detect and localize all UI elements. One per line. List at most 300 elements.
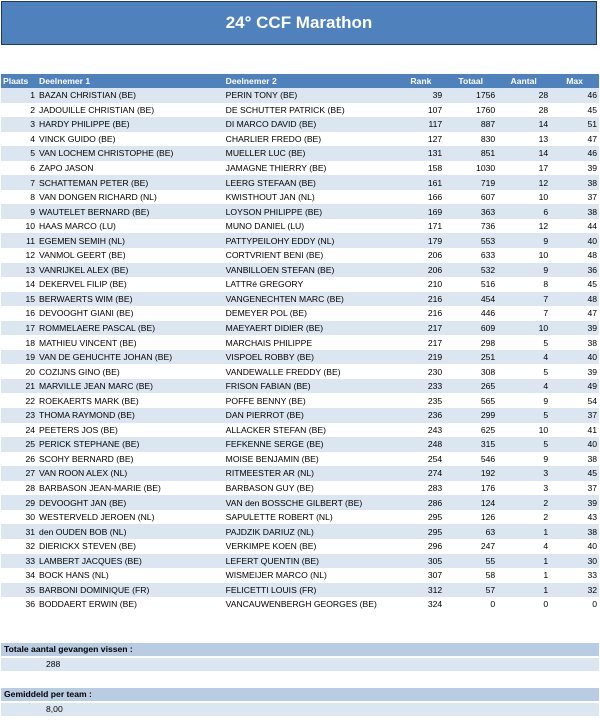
cell-aantal: 9 [497,233,550,248]
cell-deelnemer-1: DEKERVEL FILIP (BE) [37,277,224,292]
cell-plaats: 27 [1,466,37,481]
table-row [1,292,599,307]
cell-deelnemer-1: DEVOOGHT GIANI (BE) [37,306,224,321]
table-row [1,393,599,408]
cell-deelnemer-1: THOMA RAYMOND (BE) [37,408,224,423]
cell-max: 44 [550,219,599,234]
cell-deelnemer-2: POFFE BENNY (BE) [224,393,398,408]
cell-deelnemer-2: VANDEWALLE FREDDY (BE) [224,364,398,379]
cell-max: 48 [550,292,599,307]
cell-rank: 274 [398,466,445,481]
cell-max: 49 [550,379,599,394]
cell-deelnemer-1: VAN ROON ALEX (NL) [37,466,224,481]
cell-plaats: 28 [1,481,37,496]
cell-rank: 233 [398,379,445,394]
average-per-team-value: 8,00 [1,703,599,716]
table-row [1,306,599,321]
cell-rank: 235 [398,393,445,408]
cell-aantal: 9 [497,393,550,408]
cell-plaats: 15 [1,292,37,307]
table-row [1,263,599,278]
table-row [1,248,599,263]
cell-rank: 230 [398,364,445,379]
cell-aantal: 1 [497,524,550,539]
cell-deelnemer-1: ZAPO JASON [37,161,224,176]
cell-totaal: 532 [444,263,497,278]
cell-deelnemer-2: VAN den BOSSCHE GILBERT (BE) [224,495,398,510]
cell-totaal: 58 [444,568,497,583]
cell-plaats: 10 [1,219,37,234]
cell-aantal: 13 [497,132,550,147]
cell-aantal: 3 [497,481,550,496]
cell-plaats: 7 [1,175,37,190]
cell-deelnemer-1: den OUDEN BOB (NL) [37,524,224,539]
cell-rank: 305 [398,554,445,569]
cell-max: 45 [550,277,599,292]
table-row [1,524,599,539]
cell-deelnemer-1: WESTERVELD JEROEN (NL) [37,510,224,525]
cell-rank: 169 [398,204,445,219]
cell-aantal: 28 [497,88,550,103]
cell-totaal: 299 [444,408,497,423]
cell-totaal: 516 [444,277,497,292]
cell-aantal: 14 [497,117,550,132]
cell-deelnemer-2: DI MARCO DAVID (BE) [224,117,398,132]
table-row [1,423,599,438]
table-row [1,364,599,379]
cell-totaal: 57 [444,583,497,598]
cell-plaats: 25 [1,437,37,452]
table-row [1,554,599,569]
cell-deelnemer-2: MUELLER LUC (BE) [224,146,398,161]
table-row [1,132,599,147]
average-per-team-label: Gemiddeld per team : [1,688,599,701]
cell-deelnemer-1: BARBONI DOMINIQUE (FR) [37,583,224,598]
cell-deelnemer-1: VINCK GUIDO (BE) [37,132,224,147]
cell-max: 51 [550,117,599,132]
cell-deelnemer-2: LATTRé GREGORY [224,277,398,292]
cell-deelnemer-1: COZIJNS GINO (BE) [37,364,224,379]
cell-max: 46 [550,88,599,103]
cell-aantal: 12 [497,175,550,190]
cell-deelnemer-1: ROEKAERTS MARK (BE) [37,393,224,408]
cell-aantal: 3 [497,466,550,481]
cell-rank: 39 [398,88,445,103]
cell-deelnemer-2: FELICETTI LOUIS (FR) [224,583,398,598]
cell-totaal: 887 [444,117,497,132]
cell-max: 43 [550,510,599,525]
table-row [1,190,599,205]
cell-plaats: 26 [1,452,37,467]
cell-rank: 283 [398,481,445,496]
cell-plaats: 5 [1,146,37,161]
cell-deelnemer-2: ALLACKER STEFAN (BE) [224,423,398,438]
cell-deelnemer-1: EGEMEN SEMIH (NL) [37,233,224,248]
table-row [1,568,599,583]
table-row [1,583,599,598]
cell-max: 33 [550,568,599,583]
cell-rank: 166 [398,190,445,205]
cell-max: 47 [550,132,599,147]
header-totaal: Totaal [444,74,497,88]
table-row [1,204,599,219]
cell-max: 38 [550,452,599,467]
cell-rank: 217 [398,321,445,336]
cell-rank: 171 [398,219,445,234]
cell-totaal: 736 [444,219,497,234]
cell-deelnemer-1: VANRIJKEL ALEX (BE) [37,263,224,278]
table-row [1,233,599,248]
cell-rank: 248 [398,437,445,452]
cell-plaats: 29 [1,495,37,510]
cell-rank: 210 [398,277,445,292]
table-body [1,88,599,612]
cell-deelnemer-2: CHARLIER FREDO (BE) [224,132,398,147]
cell-totaal: 446 [444,306,497,321]
cell-rank: 158 [398,161,445,176]
cell-deelnemer-1: JADOUILLE CHRISTIAN (BE) [37,103,224,118]
cell-deelnemer-2: DE SCHUTTER PATRICK (BE) [224,103,398,118]
cell-plaats: 30 [1,510,37,525]
cell-aantal: 5 [497,408,550,423]
table-row [1,452,599,467]
header-rank: Rank [398,74,445,88]
table-row [1,321,599,336]
results-table [1,74,599,612]
cell-rank: 127 [398,132,445,147]
cell-plaats: 14 [1,277,37,292]
cell-rank: 296 [398,539,445,554]
cell-deelnemer-2: VANGENECHTEN MARC (BE) [224,292,398,307]
cell-rank: 117 [398,117,445,132]
cell-rank: 243 [398,423,445,438]
cell-max: 37 [550,481,599,496]
cell-deelnemer-1: PERICK STEPHANE (BE) [37,437,224,452]
cell-rank: 216 [398,292,445,307]
cell-deelnemer-1: ROMMELAERE PASCAL (BE) [37,321,224,336]
cell-totaal: 633 [444,248,497,263]
cell-totaal: 1760 [444,103,497,118]
cell-deelnemer-2: LEERG STEFAAN (BE) [224,175,398,190]
cell-max: 39 [550,161,599,176]
total-fish-label: Totale aantal gevangen vissen : [1,643,599,656]
cell-deelnemer-2: KWISTHOUT JAN (NL) [224,190,398,205]
header-deelnemer-1: Deelnemer 1 [37,74,224,88]
cell-totaal: 176 [444,481,497,496]
cell-deelnemer-2: PERIN TONY (BE) [224,88,398,103]
cell-max: 38 [550,175,599,190]
cell-totaal: 63 [444,524,497,539]
cell-max: 38 [550,204,599,219]
cell-plaats: 32 [1,539,37,554]
cell-plaats: 31 [1,524,37,539]
cell-deelnemer-1: VAN LOCHEM CHRISTOPHE (BE) [37,146,224,161]
cell-totaal: 265 [444,379,497,394]
cell-totaal: 192 [444,466,497,481]
cell-deelnemer-2: VERKIMPE KOEN (BE) [224,539,398,554]
cell-aantal: 1 [497,583,550,598]
cell-deelnemer-1: BARBASON JEAN-MARIE (BE) [37,481,224,496]
table-row [1,408,599,423]
cell-deelnemer-2: VISPOEL ROBBY (BE) [224,350,398,365]
cell-rank: 286 [398,495,445,510]
cell-plaats: 18 [1,335,37,350]
cell-deelnemer-2: DEMEYER POL (BE) [224,306,398,321]
cell-deelnemer-2: MUNO DANIEL (LU) [224,219,398,234]
table-row [1,175,599,190]
cell-plaats: 3 [1,117,37,132]
cell-plaats: 4 [1,132,37,147]
cell-aantal: 10 [497,190,550,205]
cell-aantal: 2 [497,495,550,510]
cell-rank: 131 [398,146,445,161]
cell-deelnemer-1: BAZAN CHRISTIAN (BE) [37,88,224,103]
cell-max: 40 [550,539,599,554]
cell-max: 40 [550,350,599,365]
cell-rank: 312 [398,583,445,598]
cell-plaats: 1 [1,88,37,103]
cell-rank: 236 [398,408,445,423]
cell-plaats: 23 [1,408,37,423]
table-row [1,146,599,161]
cell-max: 45 [550,103,599,118]
cell-aantal: 6 [497,204,550,219]
cell-totaal: 124 [444,495,497,510]
cell-max: 0 [550,597,599,612]
cell-aantal: 5 [497,437,550,452]
cell-totaal: 1030 [444,161,497,176]
cell-totaal: 607 [444,190,497,205]
cell-aantal: 4 [497,350,550,365]
cell-deelnemer-1: BODDAERT ERWIN (BE) [37,597,224,612]
cell-plaats: 12 [1,248,37,263]
cell-aantal: 0 [497,597,550,612]
cell-plaats: 17 [1,321,37,336]
cell-deelnemer-2: SAPULETTE ROBERT (NL) [224,510,398,525]
cell-aantal: 1 [497,554,550,569]
cell-aantal: 10 [497,248,550,263]
cell-plaats: 11 [1,233,37,248]
cell-max: 37 [550,408,599,423]
cell-deelnemer-1: LAMBERT JACQUES (BE) [37,554,224,569]
cell-max: 36 [550,263,599,278]
cell-deelnemer-1: VAN DONGEN RICHARD (NL) [37,190,224,205]
cell-aantal: 4 [497,379,550,394]
cell-rank: 295 [398,524,445,539]
table-row [1,219,599,234]
cell-deelnemer-1: DEVOOGHT JAN (BE) [37,495,224,510]
header-max: Max [550,74,599,88]
cell-aantal: 10 [497,423,550,438]
cell-deelnemer-1: BERWAERTS WIM (BE) [37,292,224,307]
cell-deelnemer-2: WISMEIJER MARCO (NL) [224,568,398,583]
cell-totaal: 363 [444,204,497,219]
cell-max: 46 [550,146,599,161]
cell-plaats: 8 [1,190,37,205]
table-row [1,350,599,365]
cell-deelnemer-2: FRISON FABIAN (BE) [224,379,398,394]
cell-plaats: 2 [1,103,37,118]
cell-rank: 179 [398,233,445,248]
table-row [1,481,599,496]
cell-rank: 206 [398,248,445,263]
cell-plaats: 9 [1,204,37,219]
cell-rank: 216 [398,306,445,321]
total-fish-value: 288 [1,658,599,671]
cell-aantal: 2 [497,510,550,525]
table-header-row [1,74,599,88]
cell-rank: 295 [398,510,445,525]
cell-deelnemer-2: VANCAUWENBERGH GEORGES (BE) [224,597,398,612]
cell-deelnemer-1: HARDY PHILIPPE (BE) [37,117,224,132]
cell-rank: 161 [398,175,445,190]
cell-max: 41 [550,423,599,438]
cell-totaal: 0 [444,597,497,612]
cell-aantal: 1 [497,568,550,583]
cell-deelnemer-1: VANMOL GEERT (BE) [37,248,224,263]
table-row [1,597,599,612]
cell-totaal: 126 [444,510,497,525]
cell-totaal: 553 [444,233,497,248]
cell-totaal: 830 [444,132,497,147]
cell-totaal: 1756 [444,88,497,103]
cell-rank: 107 [398,103,445,118]
header-deelnemer-2: Deelnemer 2 [224,74,398,88]
cell-plaats: 24 [1,423,37,438]
cell-max: 38 [550,524,599,539]
cell-max: 30 [550,554,599,569]
cell-plaats: 6 [1,161,37,176]
table-row [1,495,599,510]
table-row [1,510,599,525]
header-plaats: Plaats [1,74,37,88]
cell-deelnemer-1: MARVILLE JEAN MARC (BE) [37,379,224,394]
cell-deelnemer-1: VAN DE GEHUCHTE JOHAN (BE) [37,350,224,365]
cell-deelnemer-1: HAAS MARCO (LU) [37,219,224,234]
cell-deelnemer-2: BARBASON GUY (BE) [224,481,398,496]
cell-plaats: 21 [1,379,37,394]
cell-rank: 324 [398,597,445,612]
cell-deelnemer-2: CORTVRIENT BENI (BE) [224,248,398,263]
cell-max: 40 [550,233,599,248]
cell-plaats: 35 [1,583,37,598]
cell-totaal: 546 [444,452,497,467]
cell-max: 39 [550,495,599,510]
cell-rank: 217 [398,335,445,350]
table-row [1,161,599,176]
table-row [1,88,599,103]
cell-aantal: 8 [497,277,550,292]
cell-aantal: 7 [497,306,550,321]
cell-deelnemer-2: DAN PIERROT (BE) [224,408,398,423]
cell-aantal: 9 [497,263,550,278]
cell-totaal: 315 [444,437,497,452]
cell-deelnemer-1: SCOHY BERNARD (BE) [37,452,224,467]
cell-rank: 254 [398,452,445,467]
table-row [1,539,599,554]
cell-plaats: 33 [1,554,37,569]
cell-deelnemer-2: MOISE BENJAMIN (BE) [224,452,398,467]
cell-plaats: 22 [1,393,37,408]
cell-totaal: 251 [444,350,497,365]
table-row [1,117,599,132]
cell-totaal: 609 [444,321,497,336]
table-row [1,466,599,481]
cell-max: 38 [550,335,599,350]
cell-plaats: 19 [1,350,37,365]
cell-deelnemer-2: PAJDZIK DARIUZ (NL) [224,524,398,539]
cell-plaats: 34 [1,568,37,583]
cell-deelnemer-1: BOCK HANS (NL) [37,568,224,583]
cell-max: 39 [550,321,599,336]
cell-plaats: 16 [1,306,37,321]
cell-plaats: 36 [1,597,37,612]
cell-totaal: 308 [444,364,497,379]
cell-max: 47 [550,306,599,321]
cell-deelnemer-1: PEETERS JOS (BE) [37,423,224,438]
cell-totaal: 454 [444,292,497,307]
table-row [1,379,599,394]
cell-totaal: 625 [444,423,497,438]
cell-rank: 219 [398,350,445,365]
cell-totaal: 565 [444,393,497,408]
cell-aantal: 12 [497,219,550,234]
cell-rank: 206 [398,263,445,278]
cell-aantal: 28 [497,103,550,118]
table-row [1,335,599,350]
cell-totaal: 55 [444,554,497,569]
cell-aantal: 7 [497,292,550,307]
cell-aantal: 5 [497,335,550,350]
cell-aantal: 5 [497,364,550,379]
cell-max: 45 [550,466,599,481]
cell-totaal: 298 [444,335,497,350]
cell-aantal: 14 [497,146,550,161]
cell-deelnemer-2: RITMEESTER AR (NL) [224,466,398,481]
cell-aantal: 10 [497,321,550,336]
page-title: 24° CCF Marathon [225,13,373,32]
cell-plaats: 13 [1,263,37,278]
table-row [1,277,599,292]
cell-deelnemer-2: MAEYAERT DIDIER (BE) [224,321,398,336]
table-row [1,103,599,118]
page-title-banner [1,1,597,45]
cell-deelnemer-2: PATTYPEILOHY EDDY (NL) [224,233,398,248]
cell-plaats: 20 [1,364,37,379]
cell-aantal: 9 [497,452,550,467]
cell-totaal: 247 [444,539,497,554]
cell-max: 39 [550,364,599,379]
cell-max: 54 [550,393,599,408]
cell-deelnemer-2: JAMAGNE THIERRY (BE) [224,161,398,176]
cell-aantal: 4 [497,539,550,554]
cell-deelnemer-2: LOYSON PHILIPPE (BE) [224,204,398,219]
header-aantal: Aantal [497,74,550,88]
cell-deelnemer-2: VANBILLOEN STEFAN (BE) [224,263,398,278]
cell-totaal: 851 [444,146,497,161]
cell-max: 32 [550,583,599,598]
cell-deelnemer-1: MATHIEU VINCENT (BE) [37,335,224,350]
cell-deelnemer-2: LEFERT QUENTIN (BE) [224,554,398,569]
cell-deelnemer-1: SCHATTEMAN PETER (BE) [37,175,224,190]
cell-max: 48 [550,248,599,263]
cell-totaal: 719 [444,175,497,190]
cell-rank: 307 [398,568,445,583]
cell-deelnemer-1: DIERICKX STEVEN (BE) [37,539,224,554]
cell-deelnemer-2: FEFKENNE SERGE (BE) [224,437,398,452]
table-row [1,437,599,452]
cell-max: 37 [550,190,599,205]
